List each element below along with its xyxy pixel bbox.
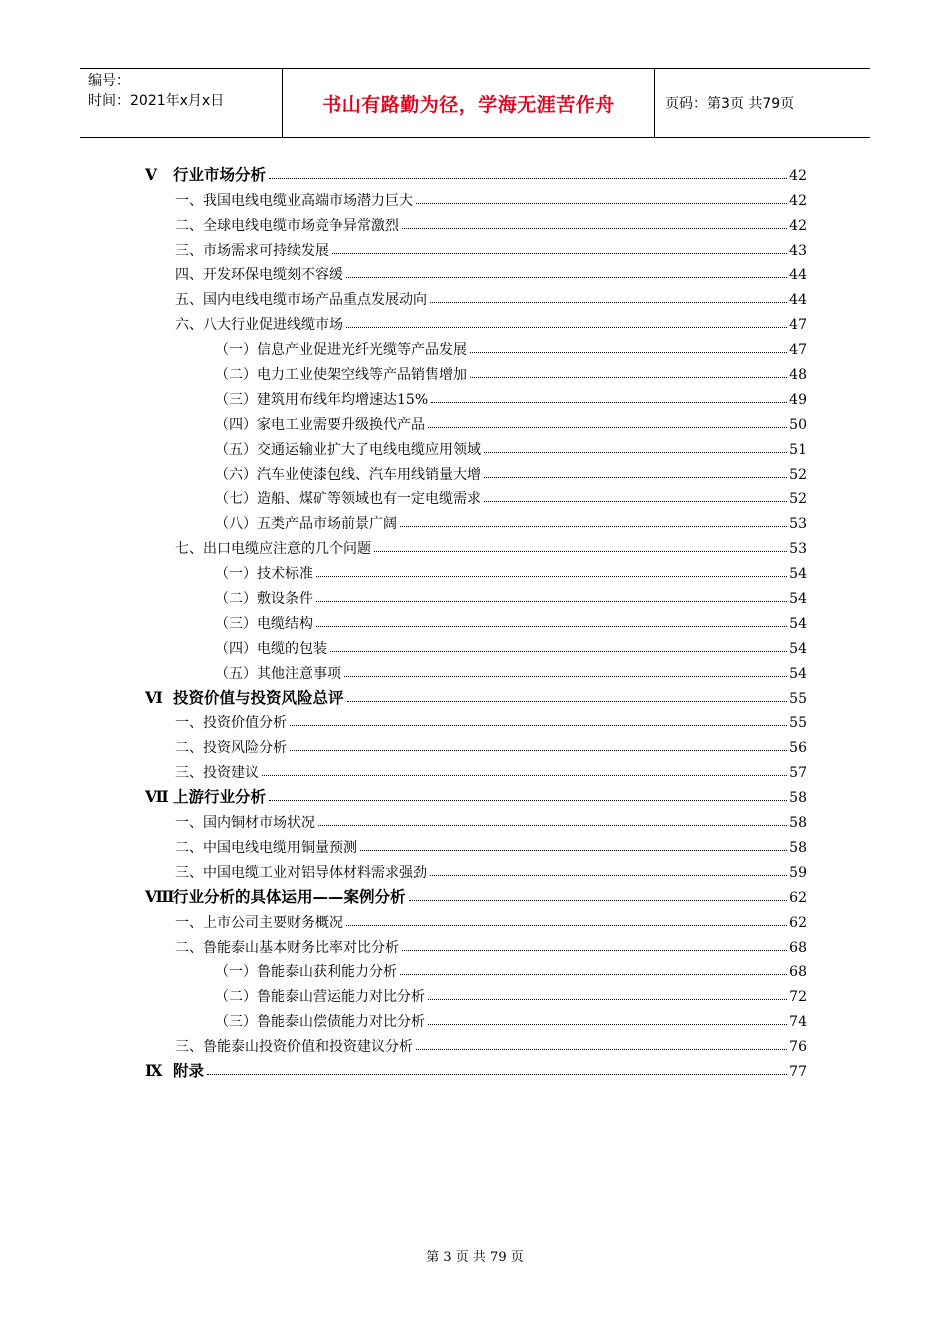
toc-entry-title: （二）敷设条件 xyxy=(215,588,314,608)
toc-section-title: 行业分析的具体运用——案例分析 xyxy=(173,887,406,906)
toc-entry[interactable] xyxy=(145,459,807,484)
toc-entry[interactable] xyxy=(145,907,807,932)
toc-entry-title: 一、上市公司主要财务概况 xyxy=(175,912,344,932)
toc-dot-leader xyxy=(316,601,787,602)
toc-entry[interactable] xyxy=(145,334,807,359)
toc-entry-title: 五、国内电线电缆市场产品重点发展动向 xyxy=(175,289,428,309)
motto-text: 书山有路勤为径，学海无涯苦作舟 xyxy=(322,93,615,116)
page-info-text: 页码：第3页 共79页 xyxy=(665,96,795,112)
toc-dot-leader xyxy=(430,302,787,303)
toc-entry-title: 二、中国电线电缆用铜量预测 xyxy=(175,837,358,857)
toc-dot-leader xyxy=(428,999,787,1000)
toc-entry-title: （一）技术标准 xyxy=(215,563,314,583)
toc-page-number: 54 xyxy=(789,566,807,583)
toc-entry-title: 一、国内铜材市场状况 xyxy=(175,812,316,832)
toc-section-number: Ⅴ xyxy=(145,164,158,184)
toc-page-number: 62 xyxy=(789,914,807,931)
toc-page-number: 48 xyxy=(789,367,807,384)
toc-page-number: 62 xyxy=(789,889,807,906)
toc-entry[interactable] xyxy=(145,807,807,832)
toc-page-number: 49 xyxy=(789,391,807,408)
toc-page-number: 58 xyxy=(789,790,807,807)
toc-page-number: 54 xyxy=(789,665,807,682)
toc-entry[interactable] xyxy=(145,708,807,733)
toc-dot-leader xyxy=(484,501,787,502)
toc-entry[interactable] xyxy=(145,235,807,260)
toc-entry[interactable] xyxy=(145,1031,807,1056)
toc-entry-title: 三、鲁能泰山投资价值和投资建议分析 xyxy=(175,1036,414,1056)
toc-dot-leader xyxy=(318,825,787,826)
toc-page-number: 58 xyxy=(789,839,807,856)
toc-dot-leader xyxy=(430,875,787,876)
toc-entry-title: （三）建筑用布线年均增速达15% xyxy=(215,389,429,409)
toc-entry-title: （四）家电工业需要升级换代产品 xyxy=(215,414,426,434)
toc-entry-title xyxy=(145,1059,205,1081)
toc-entry[interactable] xyxy=(145,857,807,882)
toc-page-number: 52 xyxy=(789,491,807,508)
toc-entry-title: 七、出口电缆应注意的几个问题 xyxy=(175,538,372,558)
toc-page-number: 47 xyxy=(789,342,807,359)
toc-entry-title: （四）电缆的包装 xyxy=(215,638,328,658)
toc-page-number: 77 xyxy=(789,1063,807,1080)
toc-entry[interactable] xyxy=(145,309,807,334)
toc-entry[interactable] xyxy=(145,185,807,210)
toc-section-number: Ⅸ xyxy=(145,1060,163,1080)
table-of-contents xyxy=(145,160,807,1081)
toc-page-number: 68 xyxy=(789,964,807,981)
toc-entry-title: （五）交通运输业扩大了电线电缆应用领域 xyxy=(215,439,482,459)
toc-dot-leader xyxy=(416,1049,787,1050)
toc-entry-title: 二、全球电线电缆市场竞争异常激烈 xyxy=(175,215,400,235)
toc-dot-leader xyxy=(316,626,787,627)
toc-page-number: 44 xyxy=(789,267,807,284)
toc-dot-leader xyxy=(290,725,787,726)
toc-page-number: 68 xyxy=(789,939,807,956)
toc-page-number: 55 xyxy=(789,715,807,732)
toc-page-number: 44 xyxy=(789,292,807,309)
toc-entry-title: （二）电力工业使架空线等产品销售增加 xyxy=(215,364,468,384)
toc-entry[interactable] xyxy=(145,434,807,459)
toc-entry-title: （五）其他注意事项 xyxy=(215,663,342,683)
toc-entry-title: （七）造船、煤矿等领域也有一定电缆需求 xyxy=(215,488,482,508)
toc-entry-title xyxy=(145,885,407,907)
toc-page-number: 51 xyxy=(789,441,807,458)
toc-section-number: Ⅶ xyxy=(145,787,169,807)
toc-page-number: 54 xyxy=(789,615,807,632)
toc-page-number: 54 xyxy=(789,640,807,657)
toc-entry[interactable] xyxy=(145,932,807,957)
toc-entry[interactable] xyxy=(145,160,807,185)
toc-entry-title: （三）鲁能泰山偿债能力对比分析 xyxy=(215,1011,426,1031)
toc-entry[interactable] xyxy=(145,832,807,857)
toc-entry[interactable] xyxy=(145,484,807,509)
toc-dot-leader xyxy=(416,203,787,204)
toc-entry[interactable] xyxy=(145,757,807,782)
toc-entry-title: （一）信息产业促进光纤光缆等产品发展 xyxy=(215,339,468,359)
toc-section-title: 上游行业分析 xyxy=(173,788,267,807)
toc-section-number: Ⅷ xyxy=(145,886,175,906)
toc-dot-leader xyxy=(262,775,787,776)
toc-entry[interactable] xyxy=(145,981,807,1006)
toc-dot-leader xyxy=(269,800,787,801)
toc-page-number: 43 xyxy=(789,242,807,259)
toc-entry[interactable] xyxy=(145,683,807,708)
header-motto-cell xyxy=(283,69,655,137)
toc-page-number: 56 xyxy=(789,740,807,757)
toc-page-number: 74 xyxy=(789,1014,807,1031)
toc-page-number: 53 xyxy=(789,541,807,558)
toc-dot-leader xyxy=(346,925,787,926)
toc-entry[interactable] xyxy=(145,533,807,558)
toc-entry[interactable] xyxy=(145,558,807,583)
toc-entry[interactable] xyxy=(145,508,807,533)
toc-page-number: 72 xyxy=(789,989,807,1006)
time-label: 时间：2021年x月x日 xyxy=(88,93,225,109)
toc-section-title: 投资价值与投资风险总评 xyxy=(173,688,344,707)
toc-dot-leader xyxy=(402,950,787,951)
number-label: 编号： xyxy=(88,73,130,89)
toc-entry-title: 三、中国电缆工业对铝导体材料需求强劲 xyxy=(175,862,428,882)
toc-page-number: 76 xyxy=(789,1039,807,1056)
toc-entry-title: 四、开发环保电缆刻不容缓 xyxy=(175,264,344,284)
toc-page-number: 58 xyxy=(789,815,807,832)
toc-dot-leader xyxy=(470,352,787,353)
toc-entry[interactable] xyxy=(145,882,807,907)
toc-page-number: 42 xyxy=(789,192,807,209)
toc-entry[interactable] xyxy=(145,782,807,807)
toc-dot-leader xyxy=(316,576,787,577)
toc-entry-title: 三、投资建议 xyxy=(175,762,260,782)
toc-entry-title: （三）电缆结构 xyxy=(215,613,314,633)
toc-entry[interactable] xyxy=(145,260,807,285)
toc-dot-leader xyxy=(346,327,787,328)
toc-entry[interactable] xyxy=(145,210,807,235)
toc-entry[interactable] xyxy=(145,957,807,982)
toc-page-number: 59 xyxy=(789,864,807,881)
toc-entry[interactable] xyxy=(145,384,807,409)
toc-entry-title: 二、鲁能泰山基本财务比率对比分析 xyxy=(175,937,400,957)
toc-dot-leader xyxy=(344,676,787,677)
toc-dot-leader xyxy=(207,1074,787,1075)
toc-entry-title: （六）汽车业使漆包线、汽车用线销量大增 xyxy=(215,464,482,484)
toc-dot-leader xyxy=(428,427,787,428)
toc-page-number: 50 xyxy=(789,416,807,433)
toc-entry[interactable] xyxy=(145,732,807,757)
toc-entry-title: 六、八大行业促进线缆市场 xyxy=(175,314,344,334)
toc-section-title: 行业市场分析 xyxy=(173,165,267,184)
toc-entry-title: （二）鲁能泰山营运能力对比分析 xyxy=(215,986,426,1006)
toc-entry[interactable] xyxy=(145,284,807,309)
toc-dot-leader xyxy=(431,402,787,403)
toc-page-number: 52 xyxy=(789,466,807,483)
toc-dot-leader xyxy=(347,701,788,702)
toc-page-number: 47 xyxy=(789,317,807,334)
toc-entry-title xyxy=(145,686,345,708)
toc-page-number: 42 xyxy=(789,217,807,234)
toc-dot-leader xyxy=(346,277,787,278)
toc-dot-leader xyxy=(330,651,787,652)
toc-entry[interactable] xyxy=(145,658,807,683)
toc-page-number: 57 xyxy=(789,765,807,782)
toc-dot-leader xyxy=(484,477,787,478)
toc-entry-title: 二、投资风险分析 xyxy=(175,737,288,757)
toc-dot-leader xyxy=(402,228,787,229)
toc-entry[interactable] xyxy=(145,583,807,608)
toc-page-number: 53 xyxy=(789,516,807,533)
header-page-info xyxy=(655,69,870,137)
toc-entry[interactable] xyxy=(145,359,807,384)
toc-page-number: 55 xyxy=(789,690,807,707)
page-footer: 第 3 页 共 79 页 xyxy=(426,1250,524,1265)
toc-dot-leader xyxy=(470,377,787,378)
toc-section-number: Ⅵ xyxy=(145,687,163,707)
toc-page-number: 42 xyxy=(789,167,807,184)
toc-entry-title: 三、市场需求可持续发展 xyxy=(175,240,330,260)
toc-dot-leader xyxy=(290,750,787,751)
toc-dot-leader xyxy=(360,850,787,851)
toc-entry[interactable] xyxy=(145,633,807,658)
toc-dot-leader xyxy=(409,900,788,901)
toc-dot-leader xyxy=(332,253,787,254)
page-header xyxy=(80,68,870,138)
toc-page-number: 54 xyxy=(789,591,807,608)
toc-entry[interactable] xyxy=(145,409,807,434)
toc-dot-leader xyxy=(484,452,787,453)
toc-dot-leader xyxy=(269,178,787,179)
toc-entry-title: （一）鲁能泰山获利能力分析 xyxy=(215,961,398,981)
toc-entry-title xyxy=(145,785,267,807)
toc-entry[interactable] xyxy=(145,1056,807,1081)
toc-entry-title: （八）五类产品市场前景广阔 xyxy=(215,513,398,533)
toc-entry[interactable] xyxy=(145,1006,807,1031)
toc-dot-leader xyxy=(374,551,787,552)
toc-dot-leader xyxy=(400,526,787,527)
toc-entry-title: 一、投资价值分析 xyxy=(175,712,288,732)
toc-dot-leader xyxy=(400,974,787,975)
toc-entry[interactable] xyxy=(145,608,807,633)
toc-entry-title xyxy=(145,163,267,185)
toc-dot-leader xyxy=(428,1024,787,1025)
header-meta xyxy=(80,69,283,137)
toc-entry-title: 一、我国电线电缆业高端市场潜力巨大 xyxy=(175,190,414,210)
toc-section-title: 附录 xyxy=(173,1061,205,1080)
